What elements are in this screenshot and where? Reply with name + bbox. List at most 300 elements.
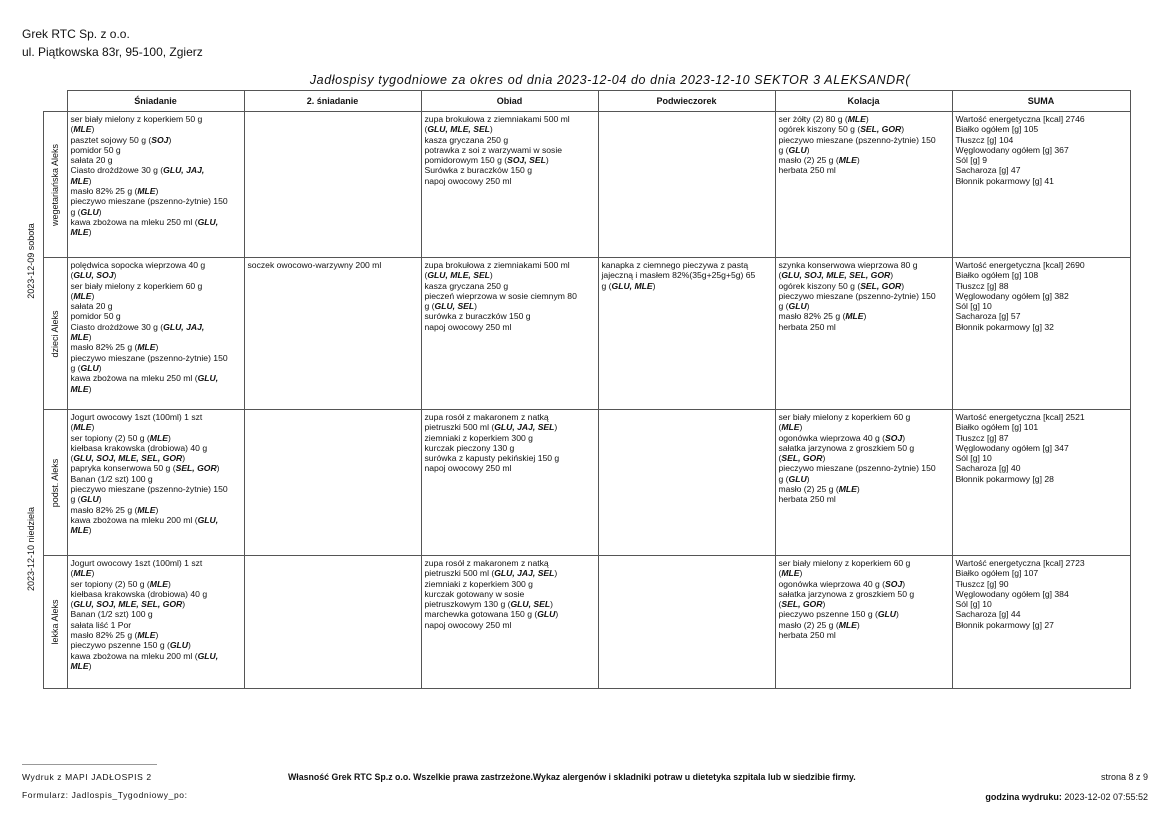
menu-line [956, 599, 1127, 609]
menu-line [425, 291, 595, 301]
menu-text: Błonnik pokarmowy [g] 32 [955, 321, 1054, 332]
menu-text: kawa zbożowa na mleku 250 ml ( [70, 373, 198, 384]
allergen-code: GLU, SEL [434, 301, 475, 312]
menu-text: kurczak pieczony 130 g [424, 442, 515, 453]
menu-text: Błonnik pokarmowy [g] 28 [955, 473, 1054, 484]
menu-text: herbata 250 ml [778, 321, 836, 332]
menu-line [779, 260, 949, 270]
menu-text: ) [168, 134, 172, 145]
allergen-code: MLE [137, 186, 156, 197]
footer-print-info [22, 768, 188, 804]
menu-line [956, 114, 1127, 124]
menu-line [956, 322, 1127, 332]
menu-line [71, 651, 241, 661]
menu-line [779, 443, 949, 453]
allergen-code: MLE [781, 422, 800, 433]
menu-line [71, 630, 241, 640]
menu-text: g ( [70, 494, 81, 505]
menu-text: ) [155, 186, 159, 197]
menu-line [71, 301, 241, 311]
menu-text: Sól [g] 10 [955, 599, 992, 610]
menu-text: ) [155, 630, 159, 641]
menu-text: masło 82% 25 g ( [70, 630, 138, 641]
allergen-code: MLE [70, 660, 89, 671]
menu-line [71, 353, 241, 363]
menu-line [425, 260, 595, 270]
menu-text: ( [70, 453, 74, 464]
menu-line [425, 311, 595, 321]
menu-text: napoj owocowy 250 ml [424, 175, 512, 186]
menu-text: ) [806, 144, 810, 155]
menu-line [425, 463, 595, 473]
menu-text: Banan (1/2 szt) 100 g [70, 473, 153, 484]
menu-line [956, 270, 1127, 280]
menu-text: ziemniaki z koperkiem 300 g [424, 432, 533, 443]
menu-text: ) [806, 301, 810, 312]
menu-text: Ciasto drożdżowe 30 g ( [70, 165, 164, 176]
menu-line [71, 384, 241, 394]
sum-cell [952, 258, 1130, 410]
dinner-cell [775, 258, 952, 410]
menu-line [71, 124, 241, 134]
menu-line [71, 291, 241, 301]
day-date-label: 2023-12-09 sobota [26, 222, 37, 299]
weekly-menu-table [20, 90, 1131, 689]
menu-line [425, 124, 595, 134]
menu-text: Jogurt owocowy 1szt (100ml) 1 szt [70, 558, 203, 568]
menu-text: kasza gryczana 250 g [424, 134, 509, 145]
menu-text: ( [778, 270, 782, 281]
allergen-code: GLU [80, 494, 99, 505]
menu-text: g ( [778, 473, 789, 484]
menu-text: Błonnik pokarmowy [g] 41 [955, 175, 1054, 186]
allergen-code: MLE [137, 630, 156, 641]
column-header-lunch: Obiad [421, 91, 598, 112]
menu-line [779, 311, 949, 321]
afternoon-snack-cell [598, 258, 775, 410]
menu-text: ) [554, 568, 558, 579]
menu-line [425, 322, 595, 332]
menu-text: ) [856, 619, 860, 630]
menu-text: ogonówka wieprzowa 40 g ( [778, 432, 886, 443]
allergen-code: MLE [838, 619, 857, 630]
menu-line [956, 558, 1127, 568]
menu-line [602, 260, 772, 270]
menu-text: ser biały mielony z koperkiem 60 g [778, 558, 911, 568]
footer-print-source: Wydruk z MAPI JADŁOSPIS 2 [22, 772, 152, 782]
menu-text: Białko ogółem [g] 107 [955, 568, 1039, 579]
menu-line [779, 453, 949, 463]
menu-text: Wartość energetyczna [kcal] 2723 [955, 558, 1085, 568]
menu-line [425, 568, 595, 578]
menu-text: ) [865, 114, 869, 124]
menu-row [20, 556, 1130, 689]
menu-text: Węglowodany ogółem [g] 367 [955, 144, 1069, 155]
menu-line [425, 281, 595, 291]
sum-cell [952, 410, 1130, 556]
allergen-code: GLU, [197, 514, 219, 525]
menu-text: pomidorowym 150 g ( [424, 155, 508, 166]
menu-text: surówka z buraczków 150 g [424, 311, 531, 322]
footer-separator [22, 764, 157, 765]
menu-line [71, 620, 241, 630]
afternoon-snack-cell [598, 556, 775, 689]
menu-line [425, 114, 595, 124]
menu-text: ) [91, 422, 95, 433]
menu-line [71, 525, 241, 535]
menu-line [71, 599, 241, 609]
menu-line [956, 135, 1127, 145]
allergen-code: GLU [169, 640, 189, 651]
menu-line [425, 599, 595, 609]
allergen-code: SOJ [151, 134, 169, 145]
menu-line [779, 135, 949, 145]
menu-line [425, 453, 595, 463]
menu-text: marchewka gotowana 150 g ( [424, 609, 538, 620]
menu-line [71, 609, 241, 619]
breakfast-cell [67, 556, 244, 689]
menu-text: ) [489, 124, 493, 135]
menu-line [956, 589, 1127, 599]
allergen-code: GLU [788, 301, 807, 312]
menu-line [248, 260, 418, 270]
column-header-afternoon-snack: Podwieczorek [598, 91, 775, 112]
menu-line [956, 176, 1127, 186]
menu-text: Sól [g] 10 [955, 301, 992, 312]
menu-line [425, 620, 595, 630]
menu-text: ) [88, 227, 92, 238]
diet-group-cell [43, 410, 67, 556]
menu-line [71, 579, 241, 589]
menu-line [425, 301, 595, 311]
menu-text: ) [98, 206, 102, 217]
menu-text: ) [155, 504, 159, 515]
menu-text: pomidor 50 g [70, 144, 121, 155]
menu-text: ( [778, 599, 782, 610]
allergen-code: MLE [73, 568, 92, 579]
print-time-label: godzina wydruku: [985, 792, 1062, 802]
menu-text: napoj owocowy 250 ml [424, 463, 512, 474]
menu-line [779, 630, 949, 640]
dinner-cell [775, 112, 952, 258]
menu-text: kanapka z ciemnego pieczywa z pastą [601, 260, 749, 270]
menu-text: ) [88, 525, 92, 536]
menu-line [779, 322, 949, 332]
allergen-code: GLU, [197, 650, 219, 661]
header-spacer [20, 91, 43, 112]
menu-text: ) [216, 463, 220, 474]
menu-line [71, 558, 241, 568]
menu-text: sałata 20 g [70, 155, 113, 166]
allergen-code: MLE [149, 432, 168, 443]
page-number: strona 8 z 9 [1100, 772, 1148, 782]
menu-text: Białko ogółem [g] 105 [955, 124, 1039, 135]
menu-line [956, 474, 1127, 484]
menu-text: pieczywo pszenne 150 g ( [70, 640, 170, 651]
menu-text: Banan (1/2 szt) 100 g [70, 609, 153, 620]
allergen-code: GLU [788, 473, 807, 484]
menu-text: kawa zbożowa na mleku 250 ml ( [70, 216, 198, 227]
menu-line [71, 443, 241, 453]
allergen-code: GLU [788, 144, 807, 155]
breakfast-cell [67, 410, 244, 556]
menu-text: ) [799, 568, 803, 579]
menu-line [956, 165, 1127, 175]
allergen-code: GLU [877, 609, 897, 620]
menu-line [71, 453, 241, 463]
menu-text: pasztet sojowy 50 g ( [70, 134, 152, 145]
menu-text: ) [167, 578, 171, 589]
menu-line [779, 599, 949, 609]
sum-cell [952, 112, 1130, 258]
menu-text: pieczeń wieprzowa w sosie ciemnym 80 [424, 290, 577, 301]
menu-line [956, 443, 1127, 453]
menu-line [779, 114, 949, 124]
menu-line [71, 373, 241, 383]
menu-line [425, 270, 595, 280]
menu-line [71, 568, 241, 578]
menu-line [779, 145, 949, 155]
menu-text: polędwica sopocka wieprzowa 40 g [70, 260, 206, 270]
menu-text: Tłuszcz [g] 90 [955, 578, 1009, 589]
print-time [985, 792, 1148, 802]
allergen-code: MLE [149, 578, 168, 589]
menu-line [602, 270, 772, 280]
menu-text: ) [856, 484, 860, 495]
menu-line [779, 579, 949, 589]
diet-group-label: podst. Aleks [49, 458, 60, 507]
menu-line [956, 568, 1127, 578]
menu-text: ) [550, 599, 553, 610]
menu-text: ) [88, 332, 92, 343]
menu-row [20, 410, 1130, 556]
footer-form-name: Formularz: Jadlospis_Tygodniowy_po: [22, 790, 188, 800]
allergen-code: MLE [70, 332, 89, 343]
menu-text: ) [806, 473, 810, 484]
menu-text: Węglowodany ogółem [g] 384 [955, 588, 1069, 599]
menu-line [956, 422, 1127, 432]
menu-line [779, 422, 949, 432]
menu-text: sałatka jarzynowa z groszkiem 50 g [778, 442, 915, 453]
menu-text: ) [88, 383, 92, 394]
column-header-sum: SUMA [952, 91, 1130, 112]
day-date-cell [20, 112, 43, 410]
allergen-code: GLU, MLE, SEL [427, 270, 490, 281]
menu-row [20, 258, 1130, 410]
menu-text: kawa zbożowa na mleku 200 ml ( [70, 514, 198, 525]
menu-text: masło (2) 25 g ( [778, 155, 839, 166]
menu-text: ser biały mielony z koperkiem 50 g [70, 114, 203, 124]
menu-text: Węglowodany ogółem [g] 347 [955, 442, 1069, 453]
menu-text: Białko ogółem [g] 101 [955, 422, 1039, 433]
breakfast-cell [67, 258, 244, 410]
diet-group-cell [43, 258, 67, 410]
menu-line [71, 433, 241, 443]
footer-copyright: Własność Grek RTC Sp.z o.o. Wszelkie prawa zastrzeżone.Wykaz alergenów i skladniki potraw u dietetyka szpitala lub w siedzibie firmy. [288, 772, 856, 782]
allergen-code: MLE [845, 311, 864, 322]
menu-text: zupa brokułowa z ziemniakami 500 ml [424, 114, 570, 124]
allergen-code: MLE [73, 124, 92, 135]
menu-row [20, 112, 1130, 258]
menu-text: masło 82% 25 g ( [70, 504, 138, 515]
menu-text: Węglowodany ogółem [g] 382 [955, 290, 1069, 301]
menu-text: pieczywo mieszane (pszenno-żytnie) 150 [70, 196, 228, 207]
menu-line [779, 270, 949, 280]
afternoon-snack-cell [598, 112, 775, 258]
menu-text: sałata 20 g [70, 301, 113, 312]
dinner-cell [775, 410, 952, 556]
menu-line [71, 322, 241, 332]
lunch-cell [421, 556, 598, 689]
menu-text: ( [70, 290, 74, 301]
menu-text: Sacharoza [g] 47 [955, 165, 1021, 176]
menu-line [956, 145, 1127, 155]
print-time-value: 2023-12-02 07:55:52 [1064, 792, 1148, 802]
allergen-code: GLU [537, 609, 556, 620]
menu-text: ) [91, 124, 95, 135]
menu-line [956, 433, 1127, 443]
menu-line [71, 332, 241, 342]
menu-text: ) [902, 432, 906, 443]
menu-text: ) [901, 280, 905, 291]
menu-text: Surówka z buraczków 150 g [424, 165, 532, 176]
menu-text: zupa rosół z makaronem z natką [424, 558, 549, 568]
menu-text: ) [167, 432, 171, 443]
menu-line [956, 155, 1127, 165]
column-header-dinner: Kolacja [775, 91, 952, 112]
menu-text: kawa zbożowa na mleku 200 ml ( [70, 650, 198, 661]
menu-text: ) [188, 640, 191, 651]
menu-text: pieczywo mieszane (pszenno-żytnie) 150 [778, 290, 936, 301]
menu-line [71, 186, 241, 196]
afternoon-snack-cell [598, 410, 775, 556]
menu-line [956, 463, 1127, 473]
allergen-code: SEL, GOR [860, 124, 902, 135]
menu-line [71, 412, 241, 422]
header-row [20, 91, 1130, 112]
menu-text: masło (2) 25 g ( [778, 619, 839, 630]
menu-text: surówka z kapusty pekińskiej 150 g [424, 453, 560, 464]
menu-line [425, 422, 595, 432]
allergen-code: MLE [838, 155, 857, 166]
menu-text: herbata 250 ml [778, 165, 836, 176]
menu-text: g ( [70, 206, 81, 217]
menu-text: ) [799, 422, 803, 433]
column-header-breakfast: Śniadanie [67, 91, 244, 112]
menu-line [71, 494, 241, 504]
menu-text: ser żółty (2) 80 g ( [778, 114, 848, 124]
menu-line [779, 463, 949, 473]
allergen-code: GLU, [197, 216, 219, 227]
menu-text: ) [901, 124, 905, 135]
allergen-code: GLU, JAJ, [163, 321, 205, 332]
menu-line [779, 558, 949, 568]
menu-text: ziemniaki z koperkiem 300 g [424, 578, 533, 589]
menu-line [71, 135, 241, 145]
menu-text: ( [424, 124, 428, 135]
allergen-code: GLU, JAJ, SEL [494, 568, 555, 579]
menu-text: sałatka jarzynowa z groszkiem 50 g [778, 588, 915, 599]
menu-text: pieczywo pszenne 150 g ( [778, 609, 878, 620]
menu-line [779, 620, 949, 630]
allergen-code: SOJ, SEL [507, 155, 546, 166]
diet-group-cell [43, 112, 67, 258]
menu-text: ogonówka wieprzowa 40 g ( [778, 578, 886, 589]
menu-line [71, 463, 241, 473]
menu-text: ) [91, 290, 95, 301]
menu-line [71, 342, 241, 352]
allergen-code: MLE [73, 422, 92, 433]
menu-text: sałata liść 1 Por [70, 619, 132, 630]
menu-text: pieczywo mieszane (pszenno-żytnie) 150 [70, 352, 228, 363]
menu-line [71, 145, 241, 155]
menu-line [779, 291, 949, 301]
menu-text: ) [856, 155, 860, 166]
menu-text: ser topiony (2) 50 g ( [70, 578, 150, 589]
menu-text: ) [554, 422, 558, 433]
menu-text: napoj owocowy 250 ml [424, 619, 512, 630]
menu-text: Sól [g] 9 [955, 155, 988, 166]
menu-text: g ( [424, 301, 435, 312]
menu-text: kasza gryczana 250 g [424, 280, 509, 291]
menu-line [956, 609, 1127, 619]
menu-line [956, 260, 1127, 270]
menu-line [425, 165, 595, 175]
menu-line [425, 176, 595, 186]
menu-line [779, 589, 949, 599]
menu-line [71, 260, 241, 270]
menu-line [71, 505, 241, 515]
menu-line [71, 176, 241, 186]
menu-text: ) [88, 660, 92, 671]
menu-line [956, 311, 1127, 321]
menu-text: g ( [601, 280, 612, 291]
menu-line [425, 589, 595, 599]
menu-text: g ( [778, 144, 789, 155]
menu-line [779, 281, 949, 291]
diet-group-label: wegetariańska Aleks [49, 143, 60, 226]
allergen-code: GLU, SOJ, MLE, SEL, GOR [73, 453, 183, 464]
menu-text: pietruszki 500 ml ( [424, 422, 495, 433]
allergen-code: SOJ [885, 578, 903, 589]
allergen-code: MLE [137, 504, 156, 515]
menu-text: ) [822, 599, 826, 610]
allergen-code: GLU, MLE, SEL [427, 124, 490, 135]
menu-line [71, 640, 241, 650]
menu-text: pomidor 50 g [70, 311, 121, 322]
menu-text: Tłuszcz [g] 104 [955, 134, 1014, 145]
menu-text: ) [98, 494, 102, 505]
lunch-cell [421, 258, 598, 410]
menu-line [956, 412, 1127, 422]
menu-line [956, 453, 1127, 463]
menu-text: zupa rosół z makaronem z natką [424, 412, 549, 422]
lunch-cell [421, 112, 598, 258]
menu-text: ( [70, 124, 74, 135]
menu-text: ( [70, 599, 74, 610]
document-title: Jadłospisy tygodniowe za okres od dnia 2023-12-04 do dnia 2023-12-10 SEKTOR 3 ALEKSANDR( [309, 73, 911, 87]
allergen-code: MLE [838, 484, 857, 495]
menu-line [779, 484, 949, 494]
menu-text: ) [474, 301, 478, 312]
menu-line [71, 515, 241, 525]
menu-line [425, 443, 595, 453]
menu-text: ) [890, 270, 894, 281]
menu-text: Sacharoza [g] 44 [955, 609, 1021, 620]
menu-line [956, 124, 1127, 134]
second-breakfast-cell [244, 556, 421, 689]
allergen-code: MLE [847, 114, 866, 124]
